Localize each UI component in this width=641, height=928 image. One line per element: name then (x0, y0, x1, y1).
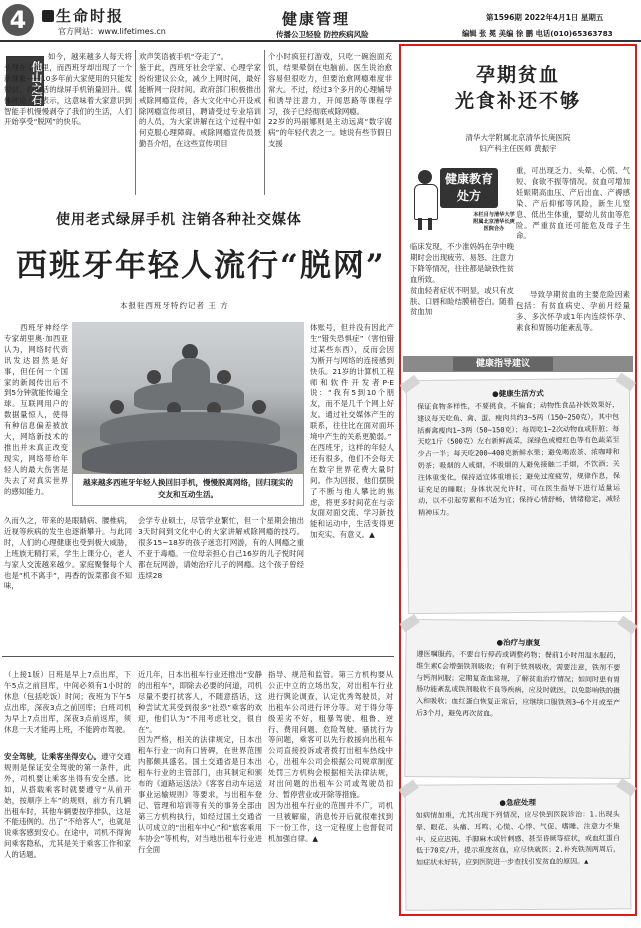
author-affiliation: 清华大学附属北京清华长庚医院 (465, 133, 571, 142)
lifestyle-text: 保证食物多样性，不要挑食，不偏食；动物性食品补铁效果好，建议每天吃鱼、禽、蛋、瘦肉共约3~5两（150~250克），其中包括畜禽瘦肉1~3两（50~150克）；每周吃1~2次动物血或肝脏；每天吃1斤（500克）左右新鲜蔬菜，深绿色或橙红色等有色蔬菜至少占一半；每天吃200~400克新鲜水果；避免喝浓茶、浓咖啡和奶茶；吸烟的人戒烟，不吸烟的人避免接触二手烟，不饮酒；关注体重变化，保持适宜体重增长；避免过度疲劳，规律作息，保证充足的睡眠；身体状况允许时，可在医生指导下进行适量运动，以不引起劳累和不适为宜；保持心情舒畅，情绪稳定，减轻精神压力。 (417, 400, 621, 518)
sidebar-text-left: 临床发现，不少准妈妈在孕中晚期时会出现疲劳、易怒、注意力下降等情况，往往都是缺铁性贫血所致。 贫血轻者症状不明显，或只有皮肤、口唇和睑结膜稍苍白。随着贫血加 (410, 242, 514, 317)
lifestyle-heading: ●健康生活方式 (492, 388, 544, 399)
issue-info: 第1596期 2022年4月1日 星期五 (486, 13, 604, 22)
advice-card-treatment (404, 619, 631, 779)
section-divider (2, 656, 394, 657)
section-title: 健康管理 (282, 10, 351, 28)
lower-col3: 指导、规范和监管。第三方机构要从公正中立的立场出发，对出租车行业进行舆论调查，认定优秀驾驶员，对出租车公司进行评分等。对于得分等级差劣不好，粗暴驾驶、粗鲁、逆行、费用问题、危险驾驶、骚扰行为等问题，乘客可以先行救援向出租车公司直接投诉或者拨打出租车热线中心，出租车公司会根据公司规章制度处罚三方机构会根据相关法律法规，对出问题的出租车公司或驾驶员扣分、暂停营业或开除等措施。 因为出租车行业的范围并不广，司机一旦被解雇，消息传开后就很难找到下一份工作，这一定程度上也督促司机加强自律。▲ (268, 670, 393, 843)
article-photo (72, 322, 304, 474)
sidebar-title (403, 62, 633, 114)
advice-header: 健康指导建议 (453, 357, 553, 371)
article-byline: 本报驻西班牙特约记者 王 方 (120, 301, 229, 310)
author-name: 妇产科主任医师 黄振宇 (479, 144, 557, 153)
newspaper-logo (42, 5, 124, 26)
article-col1: 西班牙神经学专家胡里奥·加西亚认为，网络时代资讯发达固然是好事，但任何一个国家的新闻传出后不到5分钟就能传遍全球。互联网用户的数据量惊人，使得有种信息偏差被放大，网络新技术的推出并未真正改变现实，网络带给年轻人的最大伤害是失去了对真实世界的感知能力。 (4, 323, 68, 496)
lower-subhead: 安全驾驶，让乘客坐得安心。 (4, 752, 102, 761)
lower-col2: 近几年，日本出租车行业还推出“安静的出租车”，即除去必要的问道，司机尽量不要打扰客人，不随意搭话，这种尝试尤其受到很多“社恐”乘客的欢迎，他们认为“不用考虑社交，很自在”。 因为严格，相关的法律规定，日本出租车行业一向有口皆碑，在世界范围内都颇具盛名。国土交通省是日本出租车行业的主管部门，由其制定和颁布的《道路运送法》《客客自动车运送事业运输规则》等要求，与出租车登记、管理和培训等有关的事务全部由第三方机构执行，如经过国土交通省认可成立的“出租车中心”和“旅客乘用车协会”等机构，对当地出租车行业进行全面 (138, 670, 262, 854)
logo-text: 生命时报 (56, 7, 125, 25)
lower-col1-b (4, 752, 131, 922)
doctor-illustration-icon (412, 170, 438, 230)
sidebar-text-right: 重，可出现乏力、头晕、心慌、气短、食欲不振等情况。贫血可增加妊娠期高血压、产后出血、产褥感染、产后抑郁等风险，新生儿窒息、低出生体重，婴幼儿贫血等危险。严重贫血还可能危及母子生命。 (516, 166, 630, 241)
col-divider (264, 50, 265, 195)
top-text-col2: 欢声笑语被手机“夺走了”。 鉴于此，西班牙社会学家、心理学家纷纷建议公众，减少上网时间，最好能断网一段时间。政府部门积极推出戒除网瘾宣传，各大文化中心开设戒除网瘾宣传项目，聘请受过专业培训的人员，为大家讲解在这个过程中如何克服心理障碍。戒除网瘾宣传员聂勤吾介绍，在这些宣传项目 (139, 52, 261, 149)
website-line (58, 26, 166, 37)
emergency-text: 如病情加重，尤其出现下列情况，应尽快到医院诊治：1.出现头晕、眼花、头痛、耳鸣、心慌、心悸、气促、嗜睡、注意力不集中、反应迟钝、手脚麻木或针刺感、甚至昏厥等症状，或血红蛋白低于70克/升，提示重度贫血，应尽快就医；2.补充铁剂两周后，如症状未好转，应到医院进一步查找引发贫血的原因。▲ (415, 810, 621, 867)
badge-subtitle: 本栏目与清华大学附属北京清华长庚医院合办 (473, 212, 515, 232)
badge-title: 健康教育处方 (440, 168, 498, 208)
section-slogan: 传播公卫轻验 防控疾病风险 (276, 30, 369, 39)
article-col3: 体账号，但并没有因此产生“错失恐惧症”（害怕错过某些东西），反而会因为断开与网络的连接感到快乐。21岁的计算机工程师和软件开发者P·E说：“我有5到10个朋友，而不是几千个网上好友。通过社交媒体产生的联系，往往比在面对面环境中产生的关系更脆弱。” 在西班牙，这样的年轻人还有很多，他们不会每天在数字世界花费大量时间。作为回报，他们摆脱了不断与他人攀比的焦虑，将更多时间花在与亲友面对面交流、学习新技能和运动中，生活变得更加充实、有意义。▲ (310, 323, 394, 540)
article-subtitle: 使用老式绿屏手机 注销各种社交媒体 (56, 212, 302, 228)
treatment-text: 遵医嘱服药，不要自行停药或调整药物；餐前1小时用温水服药，维生素C会增强铁剂吸收；有利于铁剂吸收，需要注意，铁剂不要与钙剂同服；定期复查血常规，了解贫血治疗情况；如同时患有胃肠功能紊乱或铁剂吸收不良等疾病，应及时就医，以免影响铁的摄入和吸收；血红蛋白恢复正常后，应继续口服铁剂3~6个月或至产后3个月，避免再次贫血。 (415, 650, 621, 718)
advice-card-lifestyle (406, 378, 632, 614)
article-col1-bottom: 久而久之，带来的是眼睛病、腰椎病，近视等疾病的发生也逐渐攀升。与此同时，人们的心理健康也受到极大威胁，上班族无精打采，学生上课分心，老人与家人交流越来越少。家庭聚餐每个人也是“机不离手”，再香的饭菜都食不知味， (4, 516, 132, 591)
lower-col1: （上接1版）日班是早上7点出库，下午5点之前回库，中间必须有1小时的休息（包括吃饭）时间；夜班为下午5点出库，深夜3点之前回库；白班司机为早上7点出库，深夜3点前返库，须休息一天才能再上班，不能跨市驾驶。 (4, 670, 131, 734)
page-number: 4 (2, 4, 34, 36)
sidebar-title-line2: 光食补还不够 (454, 90, 581, 112)
advice-header-bar (403, 356, 633, 372)
article-title: 西班牙年轻人流行“脱网” (16, 248, 386, 284)
website-link[interactable]: www.lifetimes.cn (98, 27, 166, 36)
emergency-heading: ●急症处理 (499, 797, 536, 808)
editors-line: 编辑 张 冕 美编 徐 鹏 电话(010)65363783 (462, 29, 613, 38)
logo-mark-icon (42, 10, 54, 22)
health-rx-badge (410, 162, 514, 240)
sidebar-title-line1: 孕期贫血 (475, 64, 560, 86)
col-divider (135, 50, 136, 195)
photo-caption: 越来越多西班牙年轻人换回旧手机，慢慢脱离网络，回归现实的交友和互动生活。 (72, 474, 304, 506)
column-stamp: 他山之石 (6, 56, 44, 106)
top-text-col3: 个小时疯狂打游戏，只吃一碗泡面充饥，结果晕倒在电脑前。医生说治愈容易但很吃力，但要治愈网瘾难度非常大。不过，经过3个多月的心理辅导和诱导注意力，开闻思路等课程学习，孩子已经彻底戒除网瘾。 22岁的玛丽娜则是主动远离“数字腐病”的年轻代表之一。她说有些节假日支援 (268, 52, 392, 149)
advice-card-emergency (405, 783, 632, 911)
treatment-heading: ●治疗与康复 (496, 637, 541, 648)
sidebar-text-right2: 导致孕期贫血的主要危险因素包括：有贫血病史、孕前月经量多、多次怀孕或1年内连续怀孕、素食和胃肠功能紊乱等。 (516, 290, 630, 332)
article-col2-bottom: 会学专业硕士，尽管学业繁忙，但一个星期会抽出3天时间到文化中心的大家讲解戒除网瘾的技巧。很多15~18岁的孩子迷恋打网游，有的人网瘾之重不亚于毒瘾。一位母亲担心自己16岁的儿子悦时间都在玩网游，请她治疗儿子的网瘾。这个孩子曾经连续28 (138, 516, 304, 580)
lower-col1-b-text: 遵守交通规则是保证安全驾驶的第一条件，此外，司机要让乘客坐得有安全感。比如，从搭载乘客时就要遵守“从前开始，按顺序上车”的规则，前方有几辆出租车时，其他车辆要按序排队，这是不能违例的。出了“不给客人”，也就是说乘客感到安心。在途中，司机不得询问乘客隐私，尤其是关于乘客工作和家人的话题。 (4, 752, 131, 860)
top-text-col1: 如今，越来越多人每天将头埋在手机里，而西班牙却出现了一个新现象——10多年前大家使用的只能发短信、打电话的绿屏手机销量回升。媒体评论人员表示，这意味着大家意识到智能手机慢慢剥夺了我们的生活，人们开始享受“脱网”的快乐。 (4, 52, 132, 127)
website-label: 官方网站： (58, 27, 98, 36)
sidebar-author (403, 132, 633, 154)
header-rule (0, 40, 641, 42)
